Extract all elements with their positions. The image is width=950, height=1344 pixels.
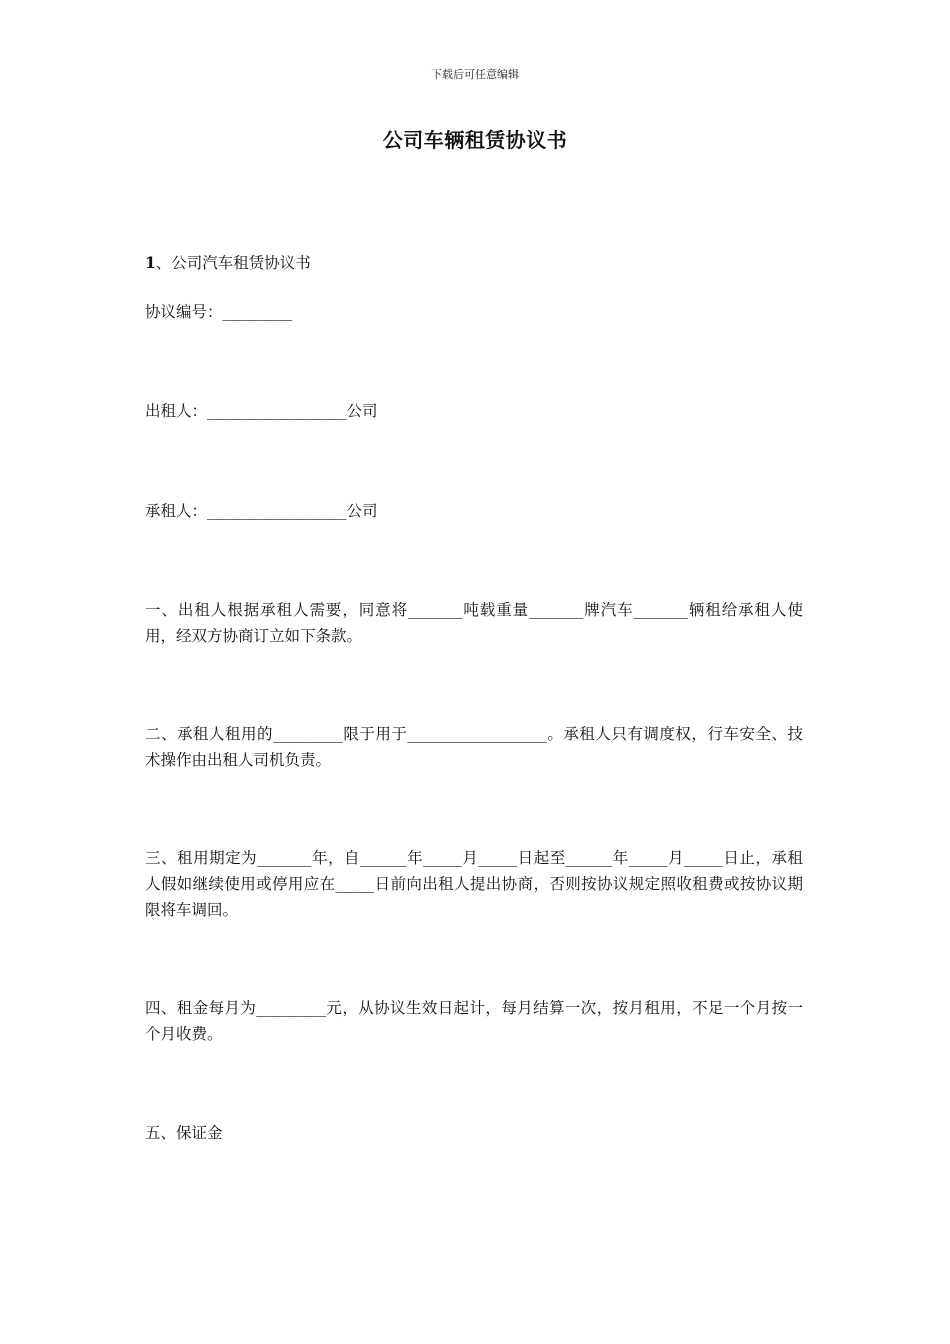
agreement-number-line: 协议编号：_________: [145, 303, 293, 321]
header-note: 下载后可任意编辑: [431, 68, 519, 81]
section-heading-text: 、公司汽车租赁协议书: [155, 254, 311, 272]
clause-one: 一、出租人根据承租人需要，同意将_______吨载重量_______牌汽车_______辆租给承租人使用，经双方协商订立如下条款。: [145, 601, 803, 645]
section-heading: [145, 250, 803, 276]
clause-two: 二、承租人租用的_________限于用于__________________。承租人只有调度权，行车安全、技术操作由出租人司机负责。: [145, 725, 803, 769]
lessee-line: 承租人：__________________公司: [145, 502, 378, 520]
clause-four: 四、租金每月为_________元，从协议生效日起计，每月结算一次，按月租用，不足一个月按一个月收费。: [145, 999, 803, 1043]
document-title: 公司车辆租赁协议书: [382, 128, 568, 152]
lessor-line: 出租人：__________________公司: [145, 402, 378, 420]
clause-five: 五、保证金: [145, 1124, 223, 1142]
section-number: 1: [145, 253, 156, 272]
clause-three: 三、租用期定为_______年，自______年_____月_____日起至______年_____月_____日止，承租人假如继续使用或停用应在_____日前向出租人提出协商，否则按协议规定照收租费或按协议期限将车调回。: [145, 849, 803, 919]
